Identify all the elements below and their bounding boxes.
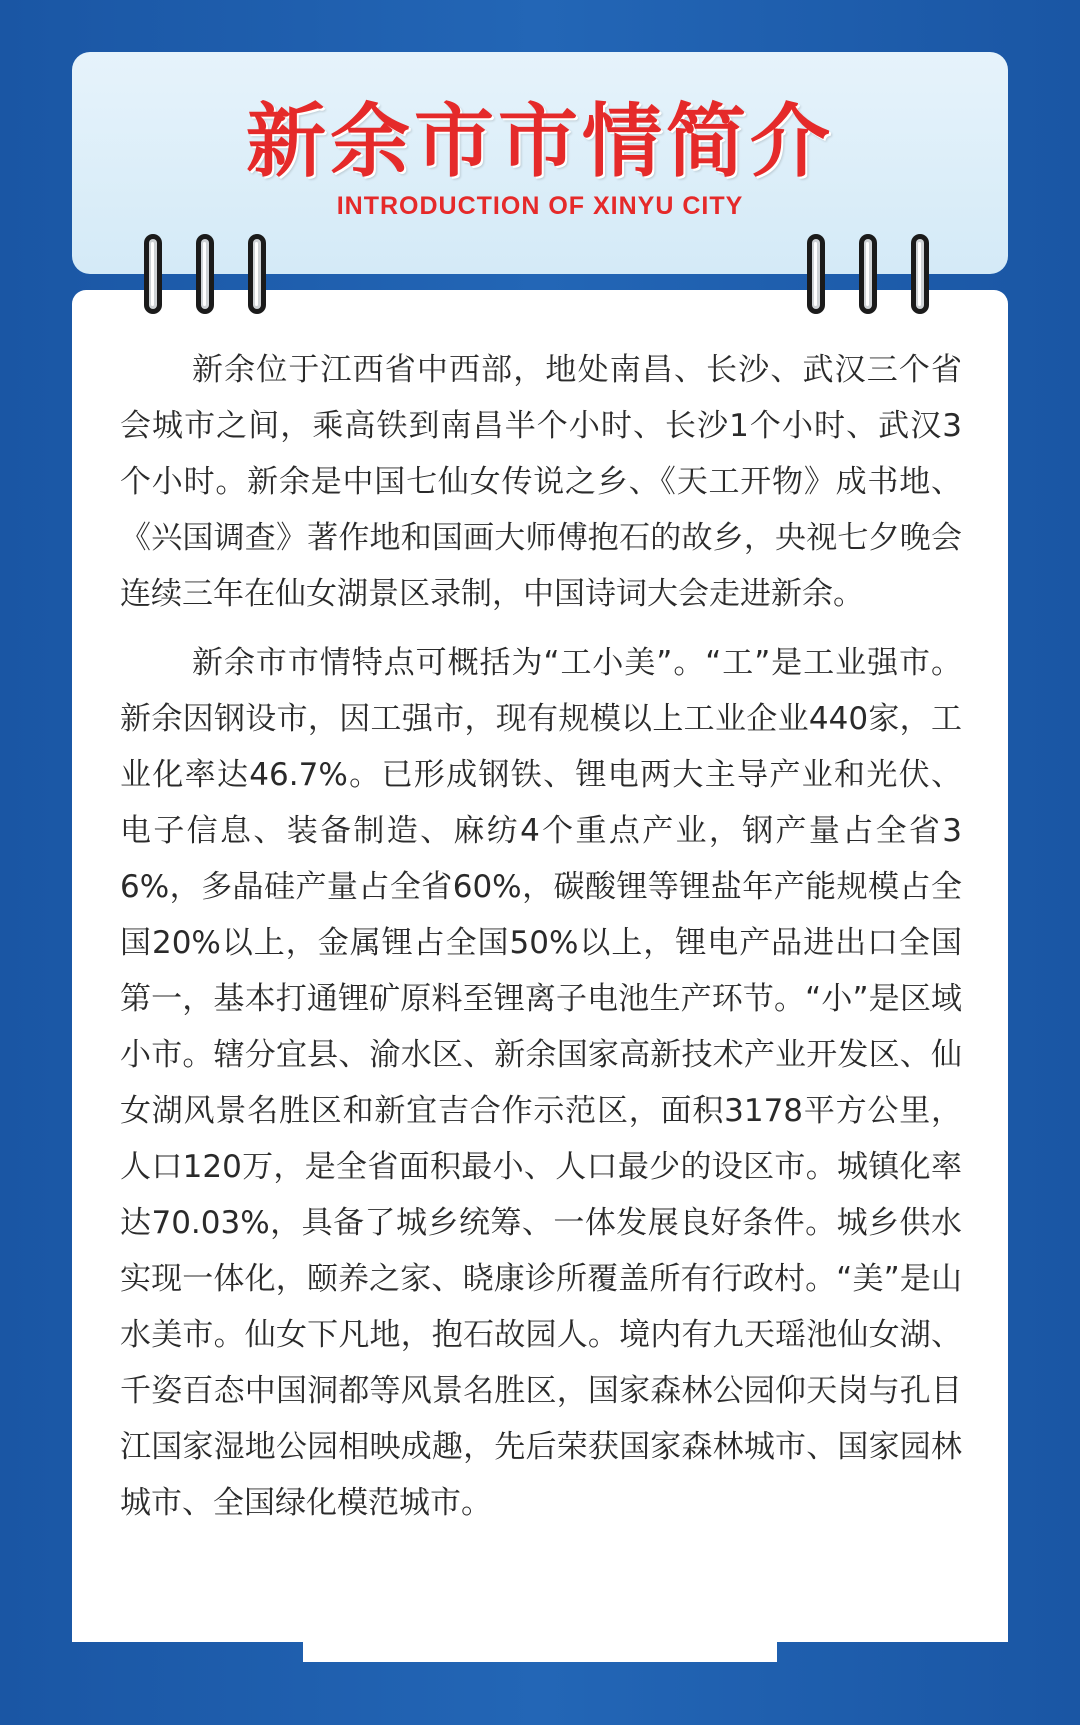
article-body bbox=[120, 342, 962, 1544]
page-title: 新余市市情简介 bbox=[246, 95, 834, 188]
binder-ring-icon bbox=[192, 234, 218, 314]
page-subtitle-english: INTRODUCTION OF XINYU CITY bbox=[336, 192, 744, 220]
binder-rings-left bbox=[140, 234, 270, 314]
binder-ring-icon bbox=[140, 234, 166, 314]
body-card-bottom-tab bbox=[303, 1640, 777, 1662]
binder-ring-icon bbox=[803, 234, 829, 314]
binder-rings-right bbox=[803, 234, 933, 314]
binder-ring-icon bbox=[244, 234, 270, 314]
paragraph-features: 新余市市情特点可概括为“工小美”。“工”是工业强市。新余因钢设市，因工强市，现有规模以上工业企业440家，工业化率达46.7%。已形成钢铁、锂电两大主导产业和光伏、电子信息、装备制造、麻纺4个重点产业，钢产量占全省36%，多晶硅产量占全省60%，碳酸锂等锂盐年产能规模占全国20%以上，金属锂占全国50%以上，锂电产品进出口全国第一，基本打通锂矿原料至锂离子电池生产环节。“小”是区域小市。辖分宜县、渝水区、新余国家高新技术产业开发区、仙女湖风景名胜区和新宜吉合作示范区，面积3178平方公里，人口120万，是全省面积最小、人口最少的设区市。城镇化率达70.03%，具备了城乡统筹、一体发展良好条件。城乡供水实现一体化，颐养之家、晓康诊所覆盖所有行政村。“美”是山水美市。仙女下凡地，抱石故园人。境内有九天瑶池仙女湖、千姿百态中国洞都等风景名胜区，国家森林公园仰天岗与孔目江国家湿地公园相映成趣，先后荣获国家森林城市、国家园林城市、全国绿化模范城市。 bbox=[120, 645, 962, 1521]
binder-ring-icon bbox=[907, 234, 933, 314]
binder-ring-icon bbox=[855, 234, 881, 314]
paragraph-intro: 新余位于江西省中西部，地处南昌、长沙、武汉三个省会城市之间，乘高铁到南昌半个小时、长沙1个小时、武汉3个小时。新余是中国七仙女传说之乡、《天工开物》成书地、《兴国调查》著作地和国画大师傅抱石的故乡，央视七夕晚会连续三年在仙女湖景区录制，中国诗词大会走进新余。 bbox=[120, 352, 962, 612]
